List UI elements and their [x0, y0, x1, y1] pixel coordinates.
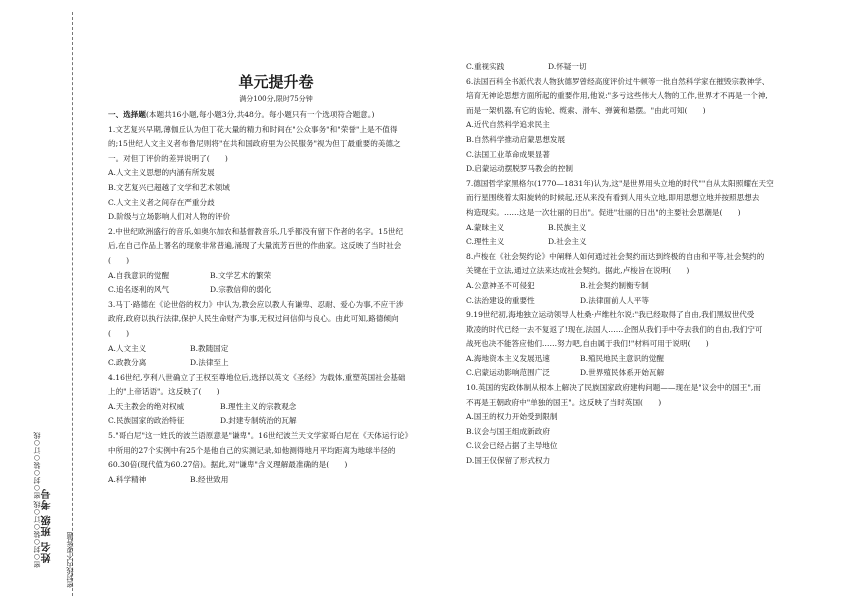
- answer-option: D.怀疑一切: [548, 62, 587, 71]
- right-column: [466, 60, 802, 469]
- answer-option: A.公意神圣不可侵犯: [466, 280, 535, 290]
- question-stem-line: 的;15世纪人文主义者布鲁尼则将"在共和国政府里为公民服务"视为但丁最重要的美德之: [108, 139, 401, 149]
- question: [108, 429, 444, 487]
- question-stem-line: 7.德国哲学家黑格尔(1770—1831年)认为,这"是世界用头立地的时代""自从太阳照耀在天空: [466, 178, 774, 188]
- question: [466, 177, 802, 250]
- question: [466, 308, 802, 381]
- question: [108, 225, 444, 298]
- question: [108, 123, 444, 225]
- answer-option: B.文艺复兴已超越了文学和艺术领域: [108, 182, 230, 192]
- answer-option: C.启蒙运动影响范围广泛: [466, 368, 550, 378]
- answer-option: A.人文主义: [108, 343, 147, 353]
- question: [466, 250, 802, 308]
- section-header: [108, 108, 444, 123]
- question-stem-line: 5."哥白尼"这一姓氏的波兰语原意是"谦卑"。16世纪波兰天文学家哥白尼在《天体运行论》: [108, 431, 413, 441]
- answer-option: A.国王的权力开始受到限制: [466, 412, 558, 422]
- answer-option: B.殖民地民主意识的觉醒: [580, 353, 664, 363]
- answer-option: A.科学精神: [108, 474, 147, 484]
- question: [108, 371, 444, 429]
- question-stem-line: 一。对但丁评价的差异说明了( ): [108, 153, 228, 163]
- answer-option: C.法治建设的重要性: [466, 295, 535, 305]
- answer-option-row: [466, 294, 802, 309]
- question: [466, 381, 802, 469]
- question-list-left: [108, 123, 444, 488]
- question: [466, 60, 802, 75]
- question-stem-line: 上的"上帝话语"。这反映了( ): [108, 387, 220, 397]
- answer-option: D.世界殖民体系开始瓦解: [580, 368, 665, 378]
- question-stem-line: 8.卢梭在《社会契约论》中阐释人如何通过社会契约而达到终极的自由和平等,社会契约的: [466, 251, 765, 261]
- answer-option-row: [108, 473, 444, 488]
- answer-option-row: [466, 366, 802, 381]
- answer-option: C.人文主义者之间存在严重分歧: [108, 197, 215, 207]
- answer-option: A.天主教会的绝对权威: [108, 401, 185, 411]
- answer-option-row: [466, 279, 802, 294]
- page-title: 单元提升卷: [238, 73, 314, 91]
- question-stem-line: 不再是王朝政府中"单独的国王"。这反映了当时英国( ): [466, 397, 662, 407]
- answer-option-row: [108, 356, 444, 371]
- question-stem-line: 欺凌的时代已经一去不复返了!现在,法国人……企图从我们手中夺去我们的自由,我们宁可: [466, 324, 763, 334]
- section-label: 一、选择题: [108, 110, 146, 119]
- answer-option: C.政教分离: [108, 358, 147, 368]
- question-list-right: [466, 60, 802, 469]
- answer-option-row: [108, 283, 444, 298]
- answer-option: A.人文主义思想的内涵有所发展: [108, 168, 215, 178]
- question-stem-line: 中所用的27个实例中有25个是他自己的实测记录,如他测得地月平均距离为地球半径的: [108, 445, 396, 455]
- question-stem-line: 6.法国百科全书派代表人物狄德罗曾经高度评价过牛顿等一批自然科学家在摧毁宗教神学、: [466, 76, 770, 86]
- question-stem-line: 构造现实。……这是一次壮丽的日出"。促进"壮丽的日出"的主要社会思潮是( ): [466, 207, 741, 217]
- question-stem-line: 培育无神论思想方面所起的重要作用,他说:"多亏这些伟大人物的工作,世界才不再是一个神,: [466, 91, 768, 101]
- binding-margin: [0, 0, 86, 608]
- question-stem-line: 而行星围绕着太阳旋转的时候起,还从来没有看到人用头立地,即用思想立地并按照思想去: [466, 193, 760, 203]
- question: [108, 298, 444, 371]
- question-stem-line: 9.19世纪初,海地独立运动领导人杜桑·卢维杜尔说:"我已经取得了自由,我们黑奴世代受: [466, 310, 755, 320]
- question-stem-line: 3.马丁·路德在《论世俗的权力》中认为,教会应以教人有谦卑、忍耐、爱心为事,不应干涉: [108, 299, 404, 309]
- answer-option: D.启蒙运动摆脱罗马教会的控制: [466, 164, 573, 174]
- question-stem-line: 2.中世纪欧洲盛行的音乐,如奥尔加农和基督教音乐,几乎都没有留下作者的名字。15世纪: [108, 226, 404, 236]
- question-stem-line: 1.文艺复兴早期,薄伽丘认为但丁花大量的精力和时间在"公众事务"和"荣誉"上是不值得: [108, 124, 398, 134]
- answer-option: B.教随国定: [190, 343, 229, 353]
- answer-option-row: [466, 221, 802, 236]
- left-column: [108, 60, 444, 487]
- question: [466, 75, 802, 177]
- seal-line-text: 密○封○装○订○线 密○封○装○订○线: [33, 432, 41, 569]
- answer-option-row: [108, 414, 444, 429]
- section-instructions: (本题共16小题,每小题3分,共48分。每小题只有一个选项符合题意。): [145, 110, 375, 119]
- answer-option: B.理性主义的宗教观念: [220, 401, 297, 411]
- question-stem-line: 60.30倍(现代值为60.27倍)。据此,对"谦卑"含义理解最准确的是( ): [108, 460, 348, 470]
- answer-option: D.阶级与立场影响人们对人物的评价: [108, 212, 231, 222]
- student-info-label: 姓名 班级 考号: [42, 488, 53, 563]
- answer-option-row: [466, 235, 802, 250]
- answer-option-row: [108, 342, 444, 357]
- answer-option: D.法律面前人人平等: [580, 295, 649, 305]
- answer-option: B.经世致用: [190, 474, 229, 484]
- answer-option: A.海地资本主义发展迅速: [466, 353, 550, 363]
- answer-option-row: [466, 60, 802, 75]
- answer-option: B.自然科学推动启蒙思想发展: [466, 134, 566, 144]
- exam-meta: 满分100分,限时75分钟: [239, 95, 313, 103]
- answer-option: C.追名逐利的风气: [108, 285, 170, 295]
- answer-option: C.民族国家的政治特征: [108, 416, 185, 426]
- no-answer-notice: 密封线内不要答题: [66, 532, 74, 588]
- answer-option: A.自我意识的觉醒: [108, 270, 170, 280]
- question-stem-line: 战死也决不能答应他们……努力吧,自由属于我们!"材料可用于说明( ): [466, 339, 709, 349]
- answer-option: B.民族主义: [548, 222, 587, 232]
- answer-option: B.议会与国王组成新政府: [466, 426, 550, 436]
- question-stem-line: ( ): [108, 328, 130, 338]
- answer-option-row: [466, 352, 802, 367]
- question-stem-line: 关键在于立法,通过立法来达成社会契约。据此,卢梭旨在说明( ): [466, 266, 690, 276]
- answer-option: B.社会契约制衡专制: [580, 280, 649, 290]
- answer-option: C.法国工业革命成果显著: [466, 149, 550, 159]
- question-stem-line: 而是一架机器,有它的齿轮、缆索、滑车、弹簧和悬摆。"由此可知( ): [466, 105, 706, 115]
- question-stem-line: 10.英国的宪政体制从根本上解决了民族国家政府建构问题——现在是"议会中的国王",而: [466, 383, 761, 393]
- answer-option-row: [108, 400, 444, 415]
- answer-option: C.重视实践: [466, 62, 505, 71]
- answer-option: C.理性主义: [466, 237, 505, 247]
- answer-option: D.国王仅保留了形式权力: [466, 456, 551, 466]
- answer-option: D.封建专制统治的瓦解: [220, 416, 297, 426]
- question-stem-line: 政府,政府以执行法律,保护人民生命财产为事,无权过问信仰与良心。由此可知,路德倾向: [108, 314, 399, 324]
- question-stem-line: 4.16世纪,亨利八世确立了王权至尊地位后,选择以英文《圣经》为载体,重塑英国社会基础: [108, 372, 406, 382]
- answer-option: C.议会已经占据了主导地位: [466, 441, 558, 451]
- seal-line: [72, 12, 73, 596]
- answer-option: D.法律至上: [190, 358, 229, 368]
- answer-option: A.近代自然科学追求民主: [466, 120, 550, 130]
- answer-option: D.宗教信仰的弱化: [210, 285, 272, 295]
- question-stem-line: ( ): [108, 255, 130, 265]
- answer-option: B.文学艺术的繁荣: [210, 270, 272, 280]
- question-stem-line: 后,在自己作品上署名的现象非常普遍,涌现了大量流芳百世的作曲家。这反映了当时社会: [108, 241, 402, 251]
- answer-option-row: [108, 269, 444, 284]
- answer-option: D.社会主义: [548, 237, 587, 247]
- answer-option: A.蒙昧主义: [466, 222, 505, 232]
